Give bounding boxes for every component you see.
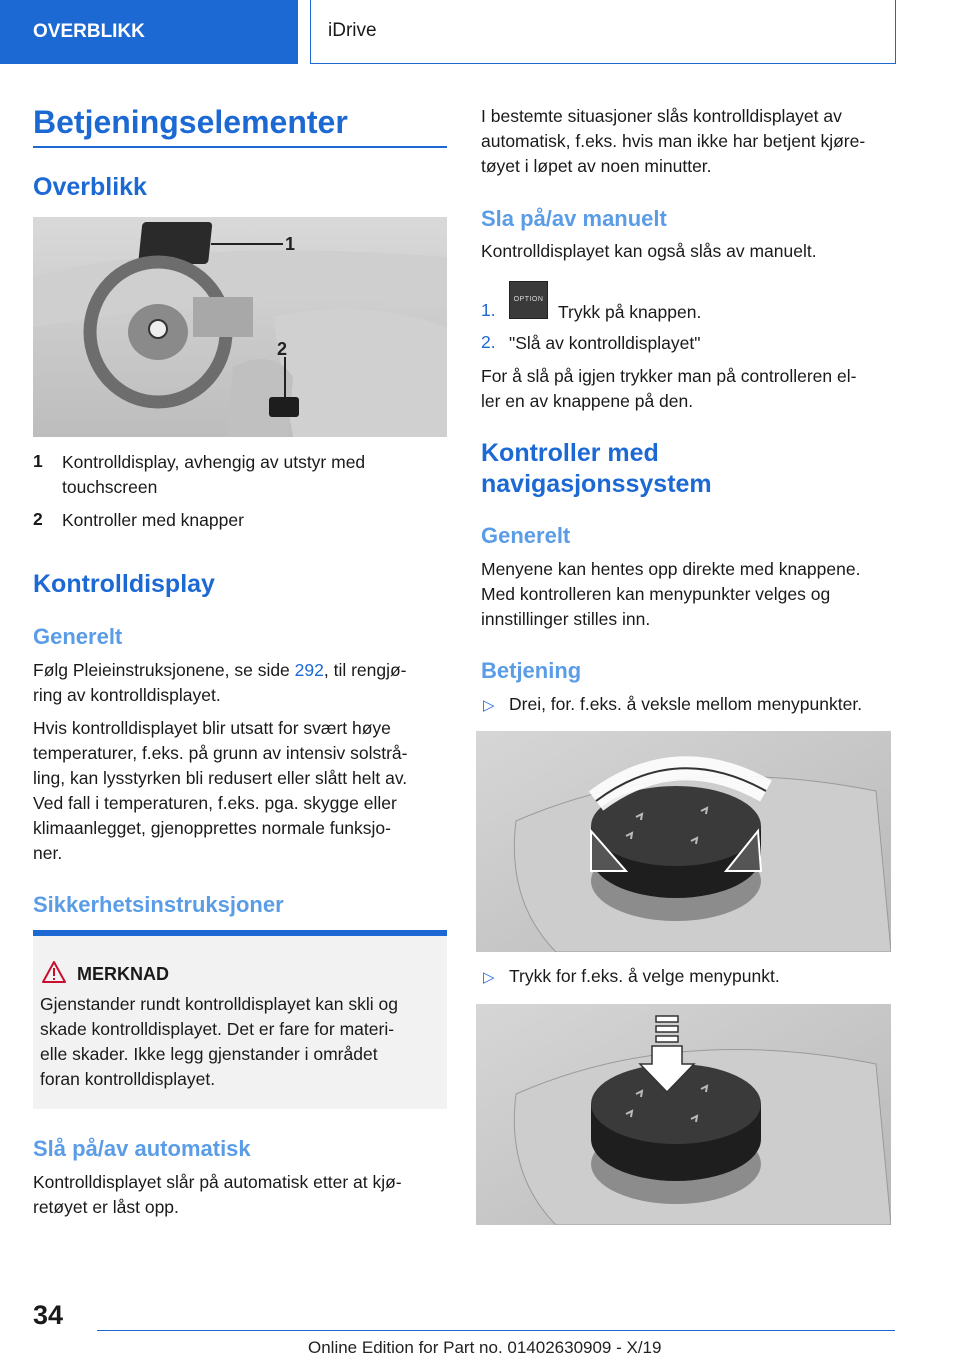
notice-title: MERKNAD — [77, 964, 169, 984]
step-number-1: 1. — [481, 300, 496, 320]
controller-rotate-image — [476, 731, 891, 952]
controller-general-paragraph: Menyene kan hentes opp direkte med knappene. Med kontrolleren kan menypunkter velges og innstillinger stilles inn. — [481, 559, 861, 629]
legend-text-2: Kontroller med knapper — [62, 510, 244, 530]
edition-text: Online Edition for Part no. 01402630909 - X/19 — [308, 1338, 662, 1357]
bullet-text-rotate: Drei, for. f.eks. å veksle mellom menypunkter. — [509, 694, 863, 714]
bullet-text-press: Trykk for f.eks. å velge menypunkt. — [509, 966, 780, 986]
page-title: Betjeningselementer — [33, 104, 348, 140]
callout-2: 2 — [277, 339, 288, 359]
footer-divider — [97, 1330, 895, 1331]
section-tab: OVERBLIKK — [0, 0, 298, 64]
step-text-2: "Slå av kontrolldisplayet" — [509, 333, 701, 353]
auto-heading: Slå på/av automatisk — [33, 1136, 251, 1161]
legend-number-1: 1 — [33, 451, 43, 471]
operation-heading: Betjening — [481, 658, 582, 683]
auto-paragraph: Kontrolldisplayet slår på automatisk etter at kjø- retøyet er låst opp. — [33, 1172, 402, 1217]
controller-press-image — [476, 1004, 891, 1225]
chapter-title: iDrive — [310, 0, 896, 64]
display-heading: Kontrolldisplay — [33, 570, 215, 598]
legend-number-2: 2 — [33, 509, 43, 529]
step-number-2: 2. — [481, 332, 496, 352]
manual-intro: Kontrolldisplayet kan også slås av manuelt. — [481, 241, 817, 261]
bullet-arrow-icon: ▷ — [483, 969, 495, 986]
manual-heading: Sla på/av manuelt — [481, 206, 667, 231]
callout-1: 1 — [285, 234, 296, 254]
heat-paragraph: Hvis kontrolldisplayet blir utsatt for svært høye temperaturer, f.eks. på grunn av intensiv solstrå- ling, kan lysstyrken bli redusert eller slått helt av. Ved fall i temperaturen, f.eks. pga. skygge eller klimaanlegget, gjenopprettes normale funksjo- ner. — [33, 718, 408, 863]
controller-heading: Kontroller med navigasjonssystem — [481, 439, 712, 498]
page-number: 34 — [33, 1300, 64, 1330]
controller-general-heading: Generelt — [481, 523, 571, 548]
legend-text-1: Kontrolldisplay, avhengig av utstyr med touchscreen — [62, 452, 366, 497]
cockpit-image — [33, 217, 447, 437]
bullet-arrow-icon: ▷ — [483, 697, 495, 714]
notice-box — [33, 930, 447, 1109]
auto-off-paragraph: I bestemte situasjoner slås kontrolldisplayet av automatisk, f.eks. hvis man ikke har betjent kjøre- tøyet i løpet av noen minutter. — [481, 106, 866, 176]
manual-after-paragraph: For å slå på igjen trykker man på controlleren el- ler en av knappene på den. — [481, 366, 857, 411]
option-button-icon: OPTION — [509, 281, 548, 319]
notice-text: Gjenstander rundt kontrolldisplayet kan skli og skade kontrolldisplayet. Det er fare for materi- elle skader. Ikke legg gjenstander i området foran kontrolldisplayet. — [40, 994, 398, 1089]
page-link[interactable]: 292 — [294, 660, 324, 680]
overview-heading: Overblikk — [33, 173, 147, 201]
warning-icon — [41, 960, 67, 989]
care-paragraph: Følg Pleieinstruksjonene, se side 292, til rengjø- ring av kontrolldisplayet. — [33, 660, 407, 705]
safety-heading: Sikkerhetsinstruksjoner — [33, 892, 284, 917]
step-text-1: Trykk på knappen. — [558, 302, 702, 322]
display-general-heading: Generelt — [33, 624, 123, 649]
title-divider — [33, 146, 447, 148]
